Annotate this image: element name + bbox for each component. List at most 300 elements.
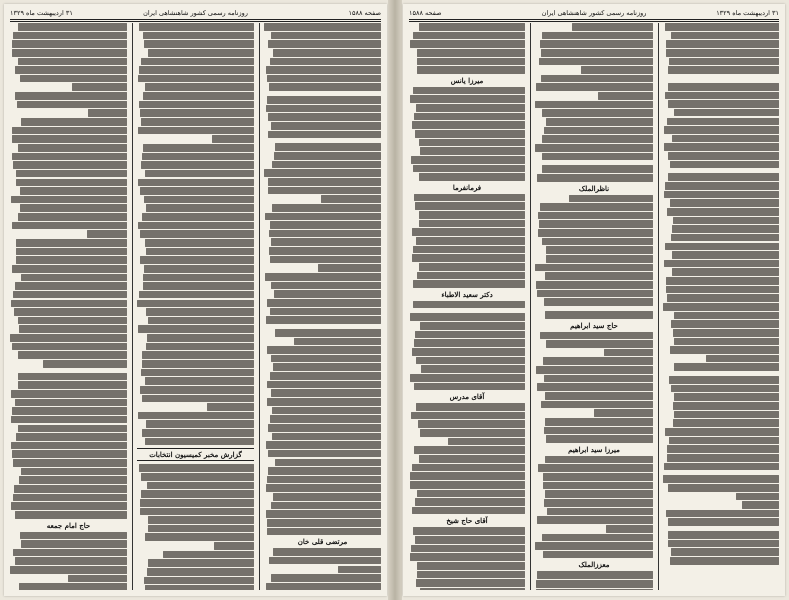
- text-line: [663, 540, 779, 548]
- text-line-ink: [546, 340, 653, 348]
- text-line: [10, 58, 127, 66]
- text-line: [264, 213, 381, 221]
- text-line: [663, 286, 779, 294]
- text-line-ink: [417, 49, 525, 57]
- text-line-ink: [273, 49, 381, 57]
- text-line-ink: [545, 418, 653, 426]
- text-line: [264, 329, 381, 337]
- text-line: [137, 66, 254, 74]
- text-line-ink: [12, 222, 127, 230]
- text-line: [535, 401, 653, 409]
- text-line: [535, 435, 653, 443]
- text-line-ink: [294, 338, 381, 346]
- text-line-ink: [544, 375, 653, 383]
- section-subhead: میرزا یانس: [450, 75, 484, 85]
- text-line: [137, 204, 254, 212]
- text-line-ink: [212, 135, 254, 143]
- text-line: [10, 416, 127, 424]
- text-line: [535, 534, 653, 542]
- text-line: [264, 178, 381, 186]
- text-line: [663, 338, 779, 346]
- text-line: [535, 272, 653, 280]
- text-line: [137, 213, 254, 221]
- text-line-ink: [271, 574, 381, 582]
- text-line: [409, 464, 525, 472]
- text-line-ink: [670, 199, 779, 207]
- text-line: [663, 376, 779, 384]
- text-line-ink: [415, 130, 525, 138]
- text-line: [409, 130, 525, 138]
- text-line-ink: [14, 308, 127, 316]
- text-line-ink: [420, 429, 525, 437]
- text-line: [10, 459, 127, 467]
- text-line-ink: [145, 438, 254, 446]
- text-line-ink: [417, 58, 525, 66]
- text-line-ink: [666, 277, 779, 285]
- text-line: [535, 66, 653, 74]
- text-line-ink: [268, 467, 381, 475]
- text-line: [264, 256, 381, 264]
- text-line-ink: [15, 511, 127, 519]
- text-line: [137, 438, 254, 446]
- text-line-ink: [13, 549, 127, 557]
- text-line: [535, 40, 653, 48]
- text-line-ink: [11, 502, 127, 510]
- text-line-ink: [540, 40, 653, 48]
- left-header-page-number: صفحه ۱۵۸۸: [348, 9, 381, 17]
- text-line: [137, 577, 254, 585]
- text-line: [535, 161, 653, 164]
- text-line-ink: [267, 476, 381, 484]
- text-line-ink: [542, 238, 653, 246]
- text-line-ink: [266, 66, 381, 74]
- text-line-ink: [418, 420, 525, 428]
- text-line-ink: [146, 308, 254, 316]
- column-divider: [658, 23, 659, 590]
- text-line: [409, 403, 525, 411]
- text-line: [10, 360, 127, 368]
- text-line: [409, 588, 525, 590]
- text-line-ink: [266, 105, 381, 113]
- text-line: [137, 248, 254, 256]
- text-line: [409, 95, 525, 103]
- text-line: [409, 579, 525, 587]
- text-line-ink: [416, 237, 525, 245]
- left-page: [4, 4, 387, 596]
- text-line: [137, 32, 254, 40]
- text-line: [264, 355, 381, 363]
- text-line: [663, 217, 779, 225]
- text-line-ink: [538, 212, 653, 220]
- section-subhead: ناظرالملک: [578, 183, 610, 193]
- text-line-ink: [416, 579, 525, 587]
- text-line-ink: [268, 131, 381, 139]
- text-line-ink: [542, 135, 653, 143]
- text-line: [137, 274, 254, 282]
- text-line-ink: [13, 32, 127, 40]
- text-line: [137, 568, 254, 576]
- text-line: [264, 372, 381, 380]
- text-line-ink: [419, 263, 525, 271]
- text-line-ink: [11, 442, 127, 450]
- text-line-ink: [415, 331, 525, 339]
- text-line-ink: [264, 169, 381, 177]
- text-line: [663, 548, 779, 556]
- text-line: [663, 527, 779, 530]
- text-line: [10, 308, 127, 316]
- text-line: [409, 246, 525, 254]
- text-line: [663, 126, 779, 134]
- text-line: [264, 299, 381, 307]
- text-line: [137, 101, 254, 109]
- text-line-ink: [20, 532, 127, 540]
- text-line: [409, 383, 525, 391]
- text-line: [264, 389, 381, 397]
- text-line-ink: [141, 161, 254, 169]
- text-line-ink: [545, 456, 653, 464]
- text-line: [535, 508, 653, 516]
- text-line: [264, 308, 381, 316]
- text-line-ink: [273, 493, 381, 501]
- section-subhead: میرزا سید ابراهیم: [568, 444, 620, 454]
- text-line: [137, 464, 254, 472]
- text-line: [264, 75, 381, 83]
- text-line: [535, 366, 653, 374]
- text-line: [535, 246, 653, 254]
- text-line-ink: [417, 66, 525, 74]
- text-line: [535, 551, 653, 559]
- text-line: [264, 247, 381, 255]
- text-line-ink: [146, 420, 254, 428]
- text-line-ink: [668, 152, 779, 160]
- text-line-ink: [664, 463, 779, 471]
- text-line: [663, 173, 779, 181]
- section-subhead: آقای حاج شیخ: [446, 516, 488, 526]
- text-line: [663, 32, 779, 40]
- text-line-ink: [667, 118, 779, 126]
- text-line: [10, 557, 127, 565]
- text-line: [10, 213, 127, 221]
- text-line: [137, 490, 254, 498]
- text-line: [10, 442, 127, 450]
- text-line: [137, 58, 254, 66]
- text-line: [10, 325, 127, 333]
- text-line-ink: [414, 113, 525, 121]
- text-line-ink: [663, 475, 779, 483]
- text-line: [535, 418, 653, 426]
- text-line: [10, 334, 127, 342]
- text-line-ink: [536, 589, 653, 590]
- text-line: [663, 501, 779, 509]
- text-line: [137, 585, 254, 590]
- text-line-ink: [18, 23, 127, 31]
- text-line: [264, 398, 381, 406]
- text-line: [663, 118, 779, 126]
- text-line: [137, 230, 254, 238]
- text-line: [535, 118, 653, 126]
- text-line: [409, 429, 525, 437]
- text-line: [663, 75, 779, 78]
- text-line-ink: [536, 580, 653, 588]
- text-line-ink: [142, 395, 254, 403]
- text-line: [663, 208, 779, 216]
- text-line-ink: [536, 281, 653, 289]
- text-line-ink: [415, 536, 525, 544]
- text-line-ink: [665, 23, 779, 31]
- text-line-ink: [673, 419, 779, 427]
- text-line-ink: [18, 381, 127, 389]
- text-line-ink: [270, 308, 381, 316]
- text-line-ink: [13, 459, 127, 467]
- text-line-ink: [535, 144, 653, 152]
- text-line-ink: [419, 211, 525, 219]
- text-line: [10, 369, 127, 372]
- text-line-ink: [147, 482, 254, 490]
- text-line-ink: [668, 66, 779, 74]
- text-line-ink: [541, 401, 653, 409]
- text-line-ink: [12, 135, 127, 143]
- text-line-ink: [569, 195, 653, 203]
- text-line: [264, 187, 381, 195]
- text-line: [10, 390, 127, 398]
- text-line-ink: [410, 95, 525, 103]
- text-line-ink: [144, 577, 254, 585]
- right-page: [403, 4, 785, 596]
- text-line: [137, 23, 254, 31]
- text-line-ink: [540, 332, 653, 340]
- text-line: [409, 527, 525, 535]
- text-line-ink: [142, 213, 254, 221]
- text-line-ink: [668, 173, 779, 181]
- text-line-ink: [535, 101, 653, 109]
- text-line-ink: [419, 23, 525, 31]
- text-line-ink: [267, 299, 381, 307]
- text-line: [137, 49, 254, 57]
- text-line: [409, 571, 525, 579]
- text-line: [10, 317, 127, 325]
- text-line: [409, 254, 525, 262]
- text-line-ink: [410, 374, 525, 382]
- text-line: [535, 165, 653, 173]
- text-line-ink: [665, 182, 779, 190]
- text-line-ink: [667, 445, 779, 453]
- text-line-ink: [539, 58, 653, 66]
- text-line-ink: [143, 32, 254, 40]
- text-line-ink: [14, 485, 127, 493]
- text-line-ink: [666, 510, 779, 518]
- text-line: [10, 549, 127, 557]
- text-line-ink: [214, 542, 254, 550]
- text-line: [264, 450, 381, 458]
- text-line: [264, 221, 381, 229]
- text-line-ink: [674, 411, 779, 419]
- text-line: [535, 264, 653, 272]
- text-line: [535, 332, 653, 340]
- text-line-ink: [606, 525, 653, 533]
- text-line-ink: [140, 256, 254, 264]
- text-line: [535, 101, 653, 109]
- text-line: [10, 373, 127, 381]
- text-line: [10, 511, 127, 519]
- text-line-ink: [539, 220, 653, 228]
- text-line: [663, 303, 779, 311]
- text-line: [663, 92, 779, 100]
- text-line: [535, 409, 653, 417]
- text-line: [10, 161, 127, 169]
- text-line: [10, 196, 127, 204]
- text-line-ink: [20, 187, 127, 195]
- text-line-ink: [271, 355, 381, 363]
- text-line: [535, 589, 653, 590]
- right-page-header: [409, 8, 779, 20]
- text-line-ink: [670, 557, 779, 565]
- text-line: [535, 307, 653, 310]
- text-line: [137, 360, 254, 368]
- text-line-ink: [271, 389, 381, 397]
- text-line-ink: [21, 118, 127, 126]
- column-divider: [132, 23, 133, 590]
- text-line-ink: [11, 390, 127, 398]
- text-line: [264, 325, 381, 328]
- text-line-ink: [266, 441, 381, 449]
- text-line-ink: [269, 83, 381, 91]
- text-line: [10, 204, 127, 212]
- left-page-header: [10, 8, 381, 20]
- text-line-ink: [141, 118, 254, 126]
- text-line: [409, 237, 525, 245]
- text-line-ink: [546, 435, 653, 443]
- text-line: [663, 79, 779, 82]
- text-line: [535, 349, 653, 357]
- text-line-ink: [668, 518, 779, 526]
- text-line: [535, 49, 653, 57]
- text-line: [264, 467, 381, 475]
- text-line: [137, 92, 254, 100]
- text-line-ink: [143, 282, 254, 290]
- text-line: [264, 415, 381, 423]
- text-line: [264, 131, 381, 139]
- text-line-ink: [139, 23, 254, 31]
- text-line: [10, 502, 127, 510]
- text-line-ink: [542, 153, 653, 161]
- text-line: [264, 548, 381, 556]
- text-line-ink: [88, 109, 127, 117]
- text-line: [663, 475, 779, 483]
- text-line-ink: [542, 32, 653, 40]
- header-double-rule: [409, 21, 779, 22]
- text-line: [264, 264, 381, 272]
- text-line: [264, 424, 381, 432]
- text-line: [409, 339, 525, 347]
- text-line-ink: [537, 516, 653, 524]
- text-line-ink: [148, 516, 254, 524]
- text-line: [409, 66, 525, 74]
- text-line: [10, 153, 127, 161]
- text-line: [137, 187, 254, 195]
- text-line: [10, 248, 127, 256]
- text-line-ink: [546, 246, 653, 254]
- text-line: [10, 83, 127, 91]
- text-line: [663, 355, 779, 363]
- text-line: [535, 144, 653, 152]
- text-line-ink: [144, 40, 254, 48]
- text-line: [663, 49, 779, 57]
- text-line-ink: [144, 265, 254, 273]
- text-line: [10, 407, 127, 415]
- header-double-rule: [10, 21, 381, 22]
- text-line: [409, 147, 525, 155]
- text-line: [663, 393, 779, 401]
- text-line: [264, 143, 381, 151]
- text-line-ink: [672, 225, 779, 233]
- text-line: [535, 135, 653, 143]
- text-line-ink: [268, 113, 381, 121]
- text-line: [137, 300, 254, 308]
- text-line-ink: [12, 407, 127, 415]
- text-line: [535, 255, 653, 263]
- text-line-ink: [420, 322, 525, 330]
- text-line: [409, 280, 525, 288]
- text-line: [409, 536, 525, 544]
- text-line: [535, 482, 653, 490]
- column-divider: [530, 23, 531, 590]
- text-line: [535, 525, 653, 533]
- text-line-ink: [672, 135, 779, 143]
- text-line-ink: [137, 300, 254, 308]
- text-line-ink: [275, 143, 381, 151]
- text-line-ink: [145, 170, 254, 178]
- text-line: [264, 433, 381, 441]
- text-line: [137, 473, 254, 481]
- text-line-ink: [266, 583, 381, 590]
- text-line-ink: [271, 502, 381, 510]
- text-line-ink: [146, 204, 254, 212]
- text-line: [535, 23, 653, 31]
- text-line: [535, 456, 653, 464]
- text-line-ink: [537, 174, 653, 182]
- text-line-ink: [545, 490, 653, 498]
- text-line: [137, 334, 254, 342]
- text-line-ink: [148, 317, 254, 325]
- text-line-ink: [142, 351, 254, 359]
- text-line-ink: [669, 376, 779, 384]
- text-line-ink: [145, 533, 254, 541]
- text-line-ink: [672, 251, 779, 259]
- text-line-ink: [412, 121, 525, 129]
- text-line: [663, 484, 779, 492]
- text-line-ink: [736, 493, 779, 501]
- text-line: [10, 230, 127, 238]
- text-line-ink: [545, 272, 653, 280]
- text-line-ink: [15, 282, 127, 290]
- text-line-ink: [413, 246, 525, 254]
- text-line-ink: [414, 446, 525, 454]
- text-line-ink: [271, 122, 381, 130]
- text-line-ink: [669, 58, 779, 66]
- text-line-ink: [140, 187, 254, 195]
- text-line: [409, 165, 525, 173]
- text-line-ink: [16, 170, 127, 178]
- text-line: [535, 490, 653, 498]
- left-column-2: [137, 23, 254, 590]
- text-line-ink: [138, 127, 254, 135]
- text-line-ink: [139, 464, 254, 472]
- text-line-ink: [21, 468, 127, 476]
- text-line: [535, 357, 653, 365]
- text-line: [10, 433, 127, 441]
- text-line: [663, 471, 779, 474]
- text-line: [409, 322, 525, 330]
